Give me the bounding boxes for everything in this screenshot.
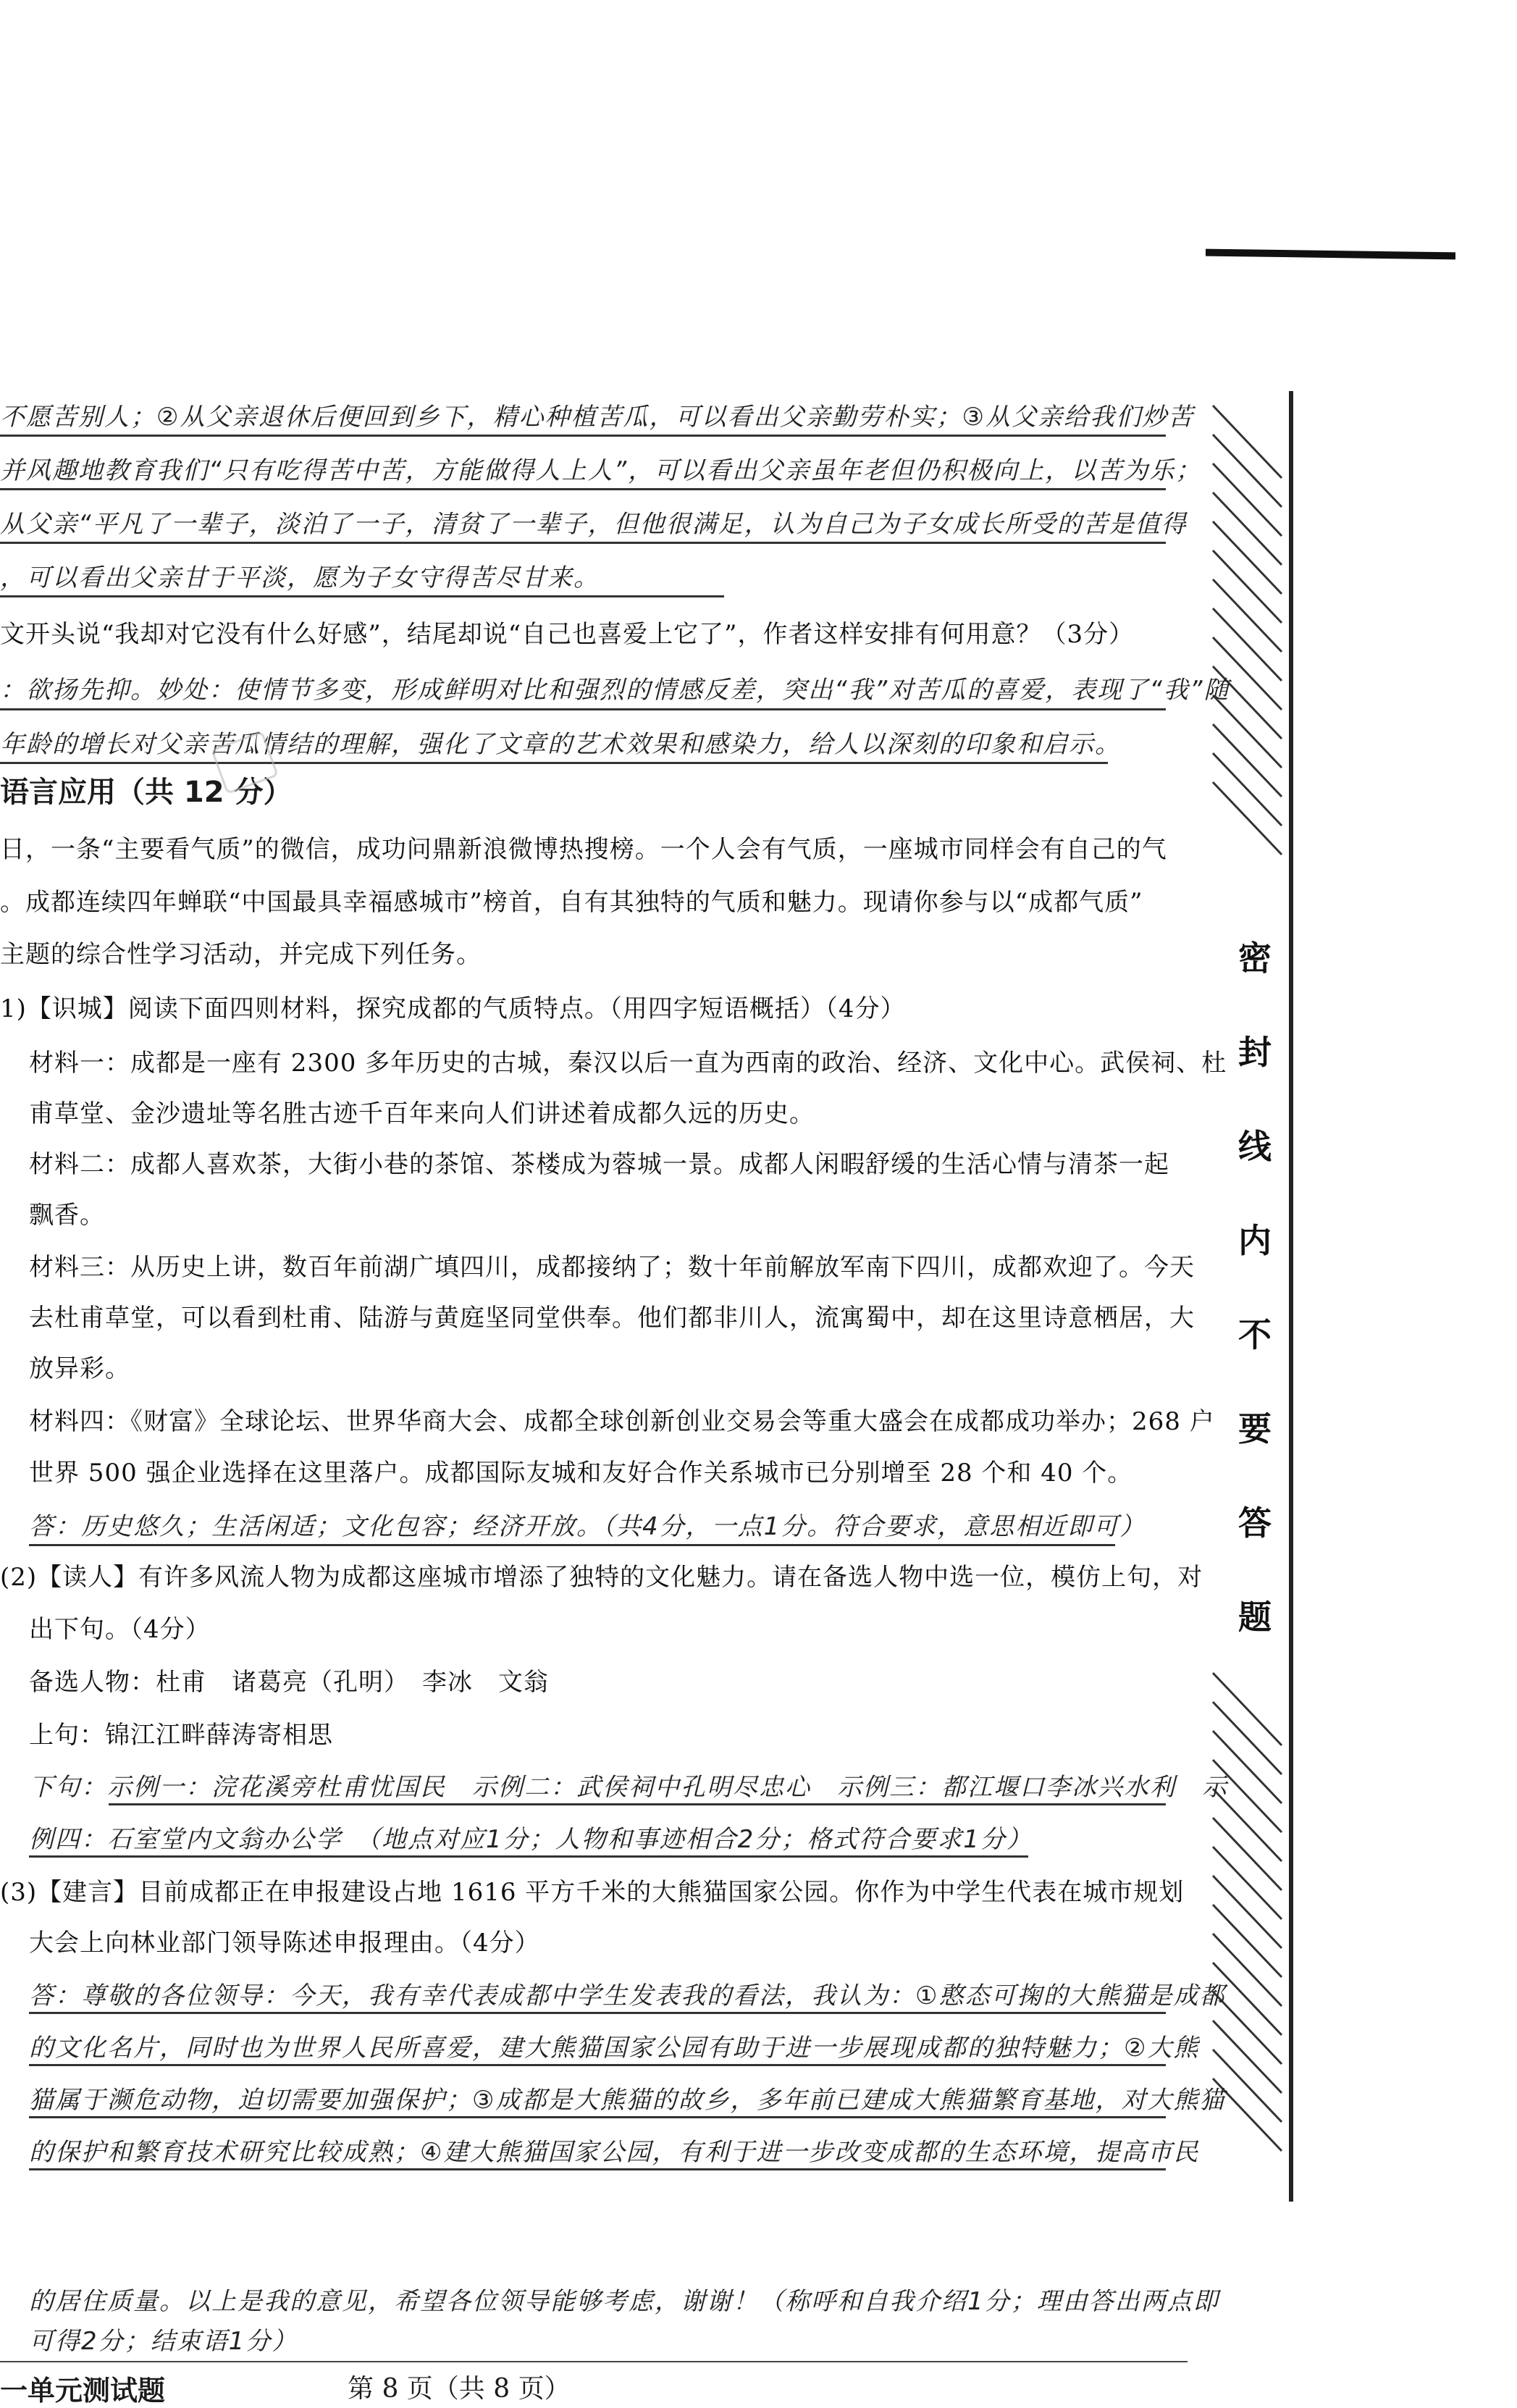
answer-underline [29, 2116, 1166, 2118]
answer-line: 的保护和繁育技术研究比较成熟；④建大熊猫国家公园，有利于进一步改变成都的生态环境，提高市民 [29, 2138, 1200, 2167]
seal-char: 要 [1238, 1409, 1272, 1448]
upper-line: 上句：锦江江畔薛涛寄相思 [29, 1721, 333, 1750]
answer-underline [29, 1544, 1115, 1546]
seal-char: 不 [1238, 1315, 1272, 1354]
seal-char: 答 [1238, 1503, 1272, 1543]
material-line: 材料四：《财富》全球论坛、世界华商大会、成都全球创新创业交易会等重大盛会在成都成功举办；268 户 [29, 1407, 1215, 1436]
answer-line: 并风趣地教育我们“只有吃得苦中苦，方能做得人上人”，可以看出父亲虽年老但仍积极向上，以苦为乐； [0, 456, 1202, 485]
seal-char: 内 [1238, 1221, 1272, 1260]
seal-char: 题 [1238, 1598, 1272, 1637]
material-line: 甫草堂、金沙遗址等名胜古迹千百年来向人们讲述着成都久远的历史。 [29, 1099, 815, 1128]
answer-line: 答：历史悠久；生活闲适；文化包容；经济开放。（共4分，一点1分。符合要求，意思相近即可） [29, 1512, 1146, 1541]
seal-char: 线 [1238, 1127, 1272, 1166]
lower-line: 下句：示例一：浣花溪旁杜甫忧国民 示例二：武侯祠中孔明尽忠心 示例三：都江堰口李冰兴水利 示 [29, 1773, 1228, 1802]
lower-line: 例四：石室堂内文翁办公学 （地点对应1分；人物和事迹相合2分；格式符合要求1分） [29, 1825, 1033, 1854]
answer-underline [0, 595, 724, 597]
answer-line: ：欲扬先抑。妙处：使情节多变，形成鲜明对比和强烈的情感反差，突出“我”对苦瓜的喜爱，表现了“我”随 [0, 676, 1230, 705]
page-number: 第 8 页（共 8 页） [348, 2374, 571, 2404]
question-text: 文开头说“我却对它没有什么好感”，结尾却说“自己也喜爱上它了”，作者这样安排有何用意？（3分） [0, 620, 1135, 649]
answer-line: 答：尊敬的各位领导：今天，我有幸代表成都中学生发表我的看法，我认为：①憨态可掬的大熊猫是成都 [29, 1981, 1226, 2010]
intro-line: 主题的综合性学习活动，并完成下列任务。 [0, 940, 482, 969]
task-prompt: (2)【读人】有许多风流人物为成都这座城市增添了独特的文化魅力。请在备选人物中选一位，模仿上句，对 [0, 1563, 1203, 1592]
footer-rule [0, 2361, 1188, 2362]
seal-notice [1230, 941, 1280, 1695]
material-line: 飘香。 [29, 1201, 105, 1230]
material-line: 材料一：成都是一座有 2300 多年历史的古城，秦汉以后一直为西南的政治、经济、文化中心。武侯祠、杜 [29, 1049, 1227, 1078]
answer-underline [0, 708, 1166, 710]
material-line: 去杜甫草堂，可以看到杜甫、陆游与黄庭坚同堂供奉。他们都非川人，流寓蜀中，却在这里诗意栖居，大 [29, 1304, 1195, 1333]
answer-line: 猫属于濒危动物，迫切需要加强保护；③成都是大熊猫的故乡，多年前已建成大熊猫繁育基地，对大熊猫 [29, 2086, 1226, 2115]
answer-line: 年龄的增长对父亲苦瓜情结的理解，强化了文章的艺术效果和感染力，给人以深刻的印象和启示。 [0, 730, 1121, 759]
footer-title: 一单元测试题 [0, 2375, 166, 2407]
task-prompt: 大会上向林业部门领导陈述申报理由。（4分） [29, 1929, 540, 1958]
answer-underline [0, 762, 1108, 764]
section-heading: 语言应用（共 12 分） [0, 776, 293, 809]
answer-line: 可得2分；结束语1分） [29, 2327, 298, 2356]
answer-underline [0, 542, 1166, 544]
answer-underline [0, 435, 1166, 437]
seal-char: 封 [1238, 1033, 1272, 1072]
task-prompt: (3)【建言】目前成都正在申报建设占地 1616 平方千米的大熊猫国家公园。你作为中学生代表在城市规划 [0, 1878, 1185, 1907]
candidates-text: 备选人物：杜甫 诸葛亮（孔明） 李冰 文翁 [29, 1668, 549, 1697]
material-line: 材料二：成都人喜欢茶，大街小巷的茶馆、茶楼成为蓉城一景。成都人闲暇舒缓的生活心情与清茶一起 [29, 1150, 1169, 1179]
intro-line: 日，一条“主要看气质”的微信，成功问鼎新浪微博热搜榜。一个人会有气质，一座城市同样会有自己的气 [0, 835, 1167, 864]
top-rule [1206, 249, 1455, 260]
material-line: 世界 500 强企业选择在这里落户。成都国际友城和友好合作关系城市已分别增至 28 个和 40 个。 [29, 1459, 1133, 1488]
answer-underline [109, 1803, 1166, 1805]
answer-underline [29, 2012, 1166, 2014]
intro-line: 。成都连续四年蝉联“中国最具幸福感城市”榜首，自有其独特的气质和魅力。现请你参与以“成都气质” [0, 888, 1143, 917]
material-line: 放异彩。 [29, 1354, 130, 1383]
task-prompt: 1)【识城】阅读下面四则材料，探究成都的气质特点。（用四字短语概括）（4分） [0, 994, 906, 1023]
answer-line: ，可以看出父亲甘于平淡，愿为子女守得苦尽甘来。 [0, 563, 600, 592]
answer-underline [29, 2064, 1166, 2066]
material-line: 材料三：从历史上讲，数百年前湖广填四川，成都接纳了；数十年前解放军南下四川，成都欢迎了。今天 [29, 1253, 1195, 1282]
seal-char: 密 [1238, 939, 1272, 978]
answer-underline [0, 488, 1166, 490]
answer-line: 不愿苦别人；②从父亲退休后便回到乡下，精心种植苦瓜，可以看出父亲勤劳朴实；③从父亲给我们炒苦 [0, 403, 1194, 432]
binding-line [1289, 391, 1293, 2202]
task-prompt: 出下句。（4分） [29, 1615, 211, 1644]
answer-line: 从父亲“平凡了一辈子，淡泊了一子，清贫了一辈子，但他很满足，认为自己为子女成长所受的苦是值得 [0, 510, 1188, 539]
answer-line: 的居住质量。以上是我的意见，希望各位领导能够考虑，谢谢！（称呼和自我介绍1分；理由答出两点即 [29, 2287, 1219, 2316]
answer-underline [29, 1855, 1028, 1858]
answer-line: 的文化名片，同时也为世界人民所喜爱，建大熊猫国家公园有助于进一步展现成都的独特魅力；②大熊 [29, 2034, 1200, 2063]
answer-underline [29, 2168, 1166, 2170]
